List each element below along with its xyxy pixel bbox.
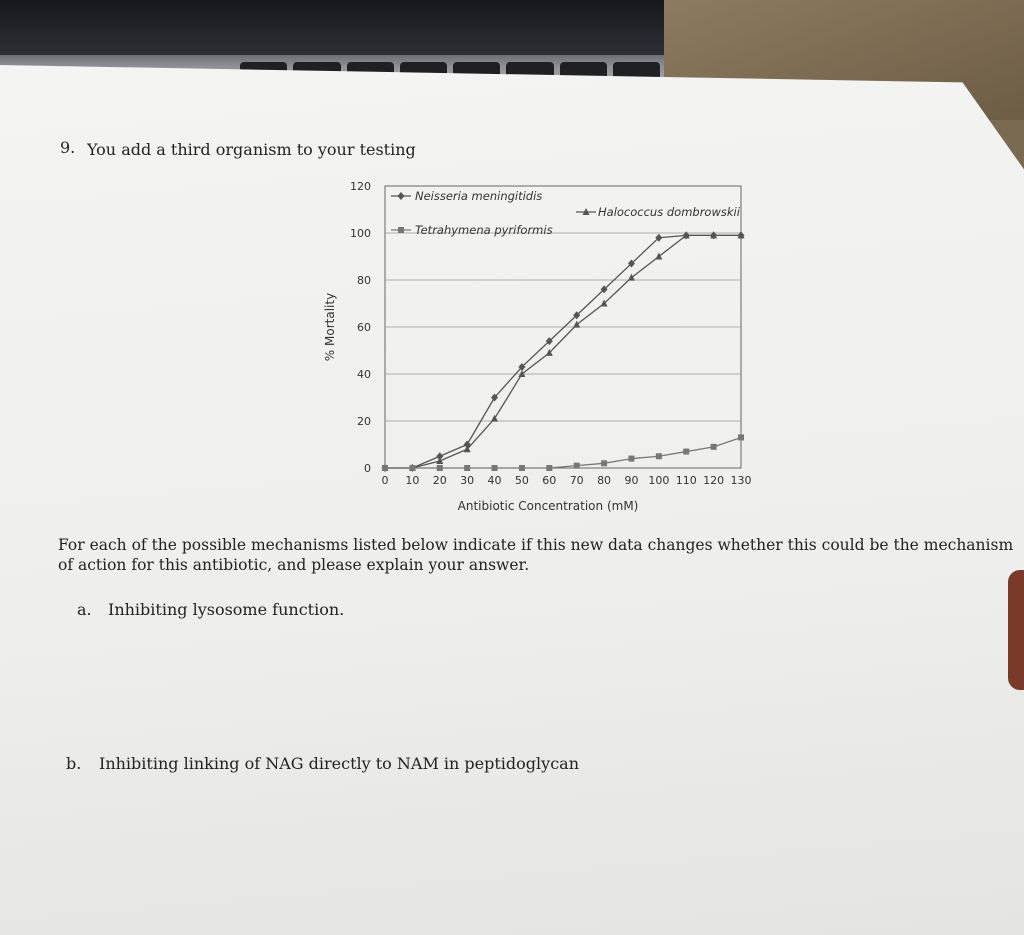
data-point-square xyxy=(628,456,634,462)
x-tick-label: 90 xyxy=(624,474,639,487)
y-tick-label: 100 xyxy=(350,227,371,240)
data-point-square xyxy=(437,465,443,471)
x-axis-label: Antibiotic Concentration (mM) xyxy=(457,499,639,513)
series-line-1 xyxy=(385,235,741,468)
x-tick-label: 30 xyxy=(460,474,475,487)
legend-label: Tetrahymena pyriformis xyxy=(415,223,553,237)
y-tick-label: 20 xyxy=(357,415,371,428)
question-number: 9. xyxy=(60,138,76,157)
laptop-screen-edge xyxy=(0,0,690,55)
data-point-square xyxy=(546,465,552,471)
data-point-square xyxy=(656,453,662,459)
y-tick-label: 120 xyxy=(350,180,371,193)
data-point-square xyxy=(601,460,607,466)
data-point-square xyxy=(519,465,525,471)
data-point-square xyxy=(398,227,404,233)
series-line-0 xyxy=(385,235,741,468)
data-point-square xyxy=(574,463,580,469)
y-tick-label: 0 xyxy=(364,462,371,475)
data-point-triangle xyxy=(518,370,525,377)
y-tick-label: 40 xyxy=(357,368,371,381)
data-point-triangle xyxy=(628,274,635,281)
x-tick-label: 60 xyxy=(542,474,557,487)
item-b-text: Inhibiting linking of NAG directly to NAM in peptidoglycan xyxy=(99,754,579,773)
x-tick-label: 80 xyxy=(597,474,612,487)
data-point-square xyxy=(683,449,689,455)
x-tick-label: 10 xyxy=(405,474,420,487)
item-a-letter: a. xyxy=(77,600,92,619)
data-point-square xyxy=(382,465,388,471)
data-point-diamond xyxy=(398,192,405,200)
x-tick-label: 110 xyxy=(675,474,697,487)
legend-label: Halococcus dombrowskii xyxy=(598,205,740,219)
y-tick-label: 60 xyxy=(357,321,371,334)
data-point-square xyxy=(464,465,470,471)
data-point-square xyxy=(492,465,498,471)
data-point-triangle xyxy=(655,253,662,260)
y-axis-label: % Mortality xyxy=(323,292,337,362)
instructions-line-2: of action for this antibiotic, and please explain your answer. xyxy=(58,556,530,574)
question-text: You add a third organism to your testing xyxy=(87,140,416,159)
thumb xyxy=(1008,570,1024,690)
mortality-chart xyxy=(300,170,760,525)
instructions-line-1: For each of the possible mechanisms listed below indicate if this new data changes whether this could be the mechanism xyxy=(58,536,1014,554)
x-tick-label: 130 xyxy=(730,474,752,487)
item-b-letter: b. xyxy=(66,754,82,773)
item-a-text: Inhibiting lysosome function. xyxy=(108,600,345,619)
x-tick-label: 120 xyxy=(703,474,725,487)
legend-label: Neisseria meningitidis xyxy=(415,189,543,203)
x-tick-label: 70 xyxy=(569,474,584,487)
x-tick-label: 50 xyxy=(514,474,529,487)
data-point-square xyxy=(738,434,744,440)
data-point-triangle xyxy=(573,321,580,328)
x-tick-label: 40 xyxy=(487,474,502,487)
x-tick-label: 20 xyxy=(432,474,447,487)
data-point-square xyxy=(409,465,415,471)
x-tick-label: 100 xyxy=(648,474,670,487)
x-tick-label: 0 xyxy=(381,474,389,487)
y-tick-label: 80 xyxy=(357,274,371,287)
data-point-square xyxy=(711,444,717,450)
